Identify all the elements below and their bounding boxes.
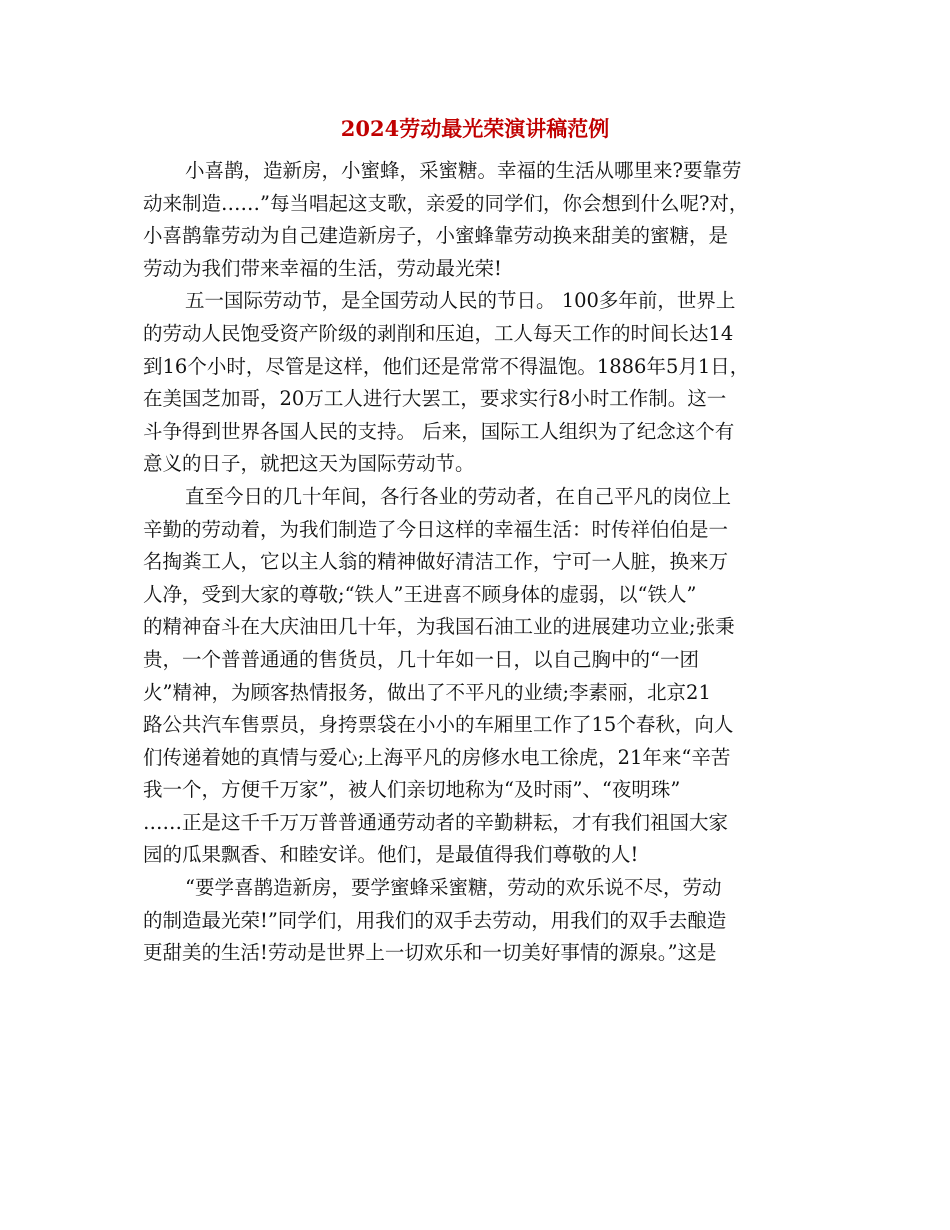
text-line: 小喜鹊靠劳动为自己建造新房子，小蜜蜂靠劳动换来甜美的蜜糖，是 bbox=[143, 224, 729, 248]
text-line: 五一国际劳动节，是全国劳动人民的节日。 100多年前，世界上 bbox=[185, 289, 736, 313]
text-line: 直至今日的几十年间，各行各业的劳动者，在自己平凡的岗位上 bbox=[185, 484, 732, 508]
text-line: 意义的日子，就把这天为国际劳动节。 bbox=[143, 452, 475, 476]
text-line: 我一个，方便千万家”，被人们亲切地称为“及时雨”、“夜明珠” bbox=[143, 778, 681, 802]
paragraph-1 bbox=[143, 155, 823, 285]
text-line: 的精神奋斗在大庆油田几十年，为我国石油工业的进展建功立业;张秉 bbox=[143, 615, 735, 639]
document-body bbox=[143, 155, 823, 970]
text-line: 园的瓜果飘香、和睦安详。他们，是最值得我们尊敬的人! bbox=[143, 843, 639, 867]
text-line: 动来制造……”每当唱起这支歌，亲爱的同学们，你会想到什么呢?对， bbox=[143, 191, 749, 215]
text-line: 火”精神，为顾客热情报务，做出了不平凡的业绩;李素丽，北京21 bbox=[143, 680, 711, 704]
text-line: 的劳动人民饱受资产阶级的剥削和压迫，工人每天工作的时间长达14 bbox=[143, 321, 734, 345]
text-line: 到16个小时，尽管是这样，他们还是常常不得温饱。1886年5月1日， bbox=[143, 354, 750, 378]
text-line: 在美国芝加哥，20万工人进行大罢工，要求实行8小时工作制。这一 bbox=[143, 387, 727, 411]
text-line: 更甜美的生活!劳动是世界上一切欢乐和一切美好事情的源泉。”这是 bbox=[143, 941, 717, 965]
paragraph-4 bbox=[143, 872, 823, 970]
document-title: 2024劳动最光荣演讲稿范例 bbox=[340, 116, 610, 141]
text-line: ……正是这千千万万普普通通劳动者的辛勤耕耘，才有我们祖国大家 bbox=[143, 810, 729, 834]
text-line: 路公共汽车售票员，身挎票袋在小小的车厢里工作了15个春秋，向人 bbox=[143, 713, 734, 737]
text-line: 的制造最光荣!”同学们，用我们的双手去劳动，用我们的双手去酿造 bbox=[143, 908, 727, 932]
text-line: 斗争得到世界各国人民的支持。 后来，国际工人组织为了纪念这个有 bbox=[143, 419, 735, 443]
text-line: “要学喜鹊造新房，要学蜜蜂采蜜糖，劳动的欢乐说不尽，劳动 bbox=[185, 876, 722, 900]
text-line: 辛勤的劳动着，为我们制造了今日这样的幸福生活：时传祥伯伯是一 bbox=[143, 517, 729, 541]
paragraph-2 bbox=[143, 285, 823, 481]
text-line: 小喜鹊，造新房，小蜜蜂，采蜜糖。幸福的生活从哪里来?要靠劳 bbox=[185, 159, 742, 182]
text-line: 劳动为我们带来幸福的生活，劳动最光荣! bbox=[143, 256, 502, 280]
paragraph-3 bbox=[143, 481, 823, 872]
text-line: 人净，受到大家的尊敬;“铁人”王进喜不顾身体的虚弱，以“铁人” bbox=[143, 582, 697, 606]
text-line: 们传递着她的真情与爱心;上海平凡的房修水电工徐虎，21年来“辛苦 bbox=[143, 745, 731, 769]
text-line: 贵，一个普普通通的售货员，几十年如一日，以自己胸中的“一团 bbox=[143, 647, 699, 671]
text-line: 名掏粪工人，它以主人翁的精神做好清洁工作，宁可一人脏，换来万 bbox=[143, 550, 729, 574]
